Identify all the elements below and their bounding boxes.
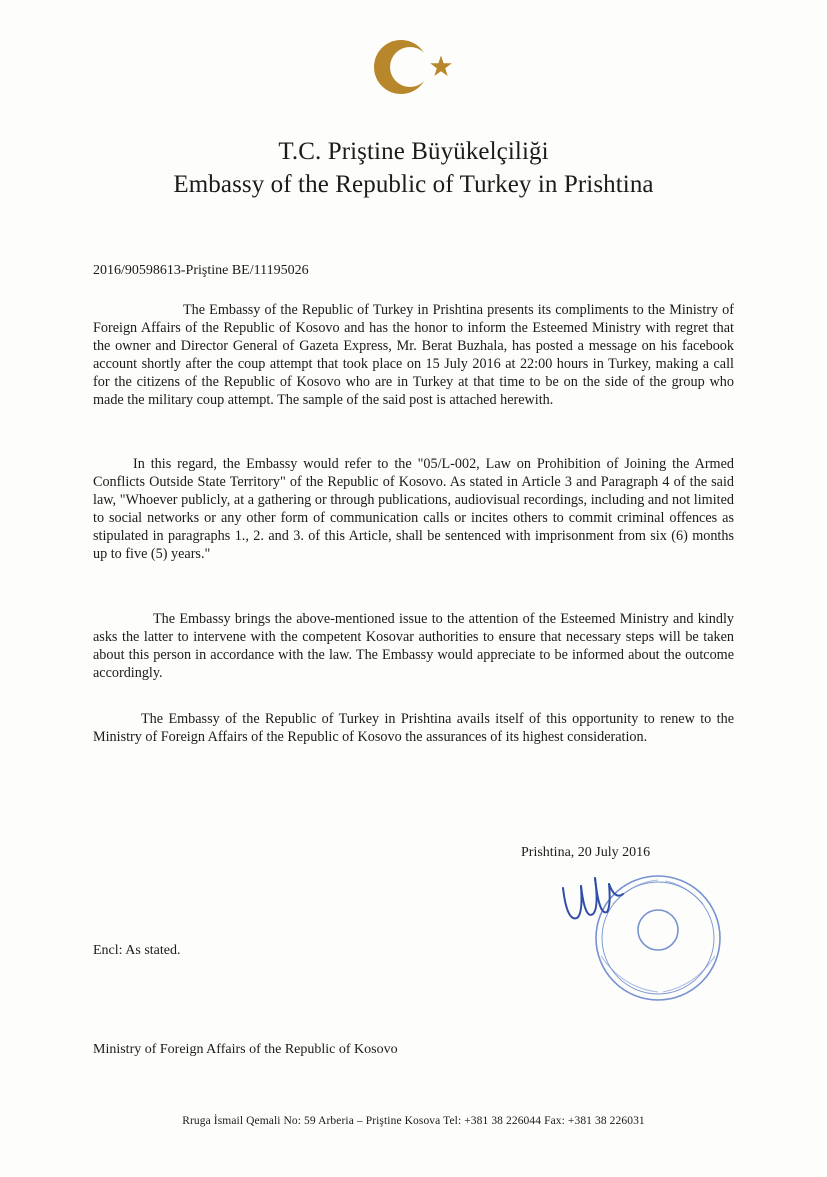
letter-paragraph-1: The Embassy of the Republic of Turkey in Prishtina presents its compliments to the Ministry of Foreign Affairs of the Republic of Kosovo and has the honor to inform the Esteemed Ministry with regret that the owner and Director General of Gazeta Express, Mr. Berat Buzhala, has posted a message on his facebook account shortly after the coup attempt that took place on 15 July 2016 at 22:00 hours in Turkey, making a call for the citizens of the Republic of Kosovo who are in Turkey at that time to be on the side of the group who made the military coup attempt. The sample of the said post is attached herewith. [93,302,734,408]
reference-number: 2016/90598613-Priştine BE/11195026 [93,263,309,278]
letter-paragraph-2: In this regard, the Embassy would refer to the "05/L-002, Law on Prohibition of Joining the Armed Conflicts Outside State Territory" of the Republic of Kosovo. As stated in Article 3 and Paragraph 4 of the said law, "Whoever publicly, at a gathering or through publications, audiovisual recordings, including and not limited to social networks or any other form of communication calls or incites others to commit criminal offences as stipulated in paragraphs 1., 2. and 3. of this Article, shall be sentenced with imprisonment from six (6) months up to five (5) years." [93,456,734,562]
place-and-date: Prishtina, 20 July 2016 [521,845,651,860]
footer-address: Rruga İsmail Qemali No: 59 Arberia – Priştine Kosova Tel: +381 38 226044 Fax: +381 38 226031 [182,1115,645,1127]
embassy-title-english: Embassy of the Republic of Turkey in Prishtina [173,171,654,198]
embassy-title-turkish: T.C. Priştine Büyükelçiliği [278,138,549,165]
enclosure-note: Encl: As stated. [93,943,181,958]
handwritten-signature-icon [563,878,623,918]
embassy-seal-icon [553,856,738,1006]
recipient-line: Ministry of Foreign Affairs of the Republic of Kosovo [93,1042,398,1057]
crescent-star-icon [370,34,460,100]
letter-paragraph-3: The Embassy brings the above-mentioned issue to the attention of the Esteemed Ministry and kindly asks the latter to intervene with the competent Kosovar authorities to ensure that necessary steps will be taken about this person in accordance with the law. The Embassy would appreciate to be informed about the outcome accordingly. [93,611,734,681]
letter-paragraph-4: The Embassy of the Republic of Turkey in Prishtina avails itself of this opportunity to renew to the Ministry of Foreign Affairs of the Republic of Kosovo the assurances of its highest consideration. [93,711,734,745]
